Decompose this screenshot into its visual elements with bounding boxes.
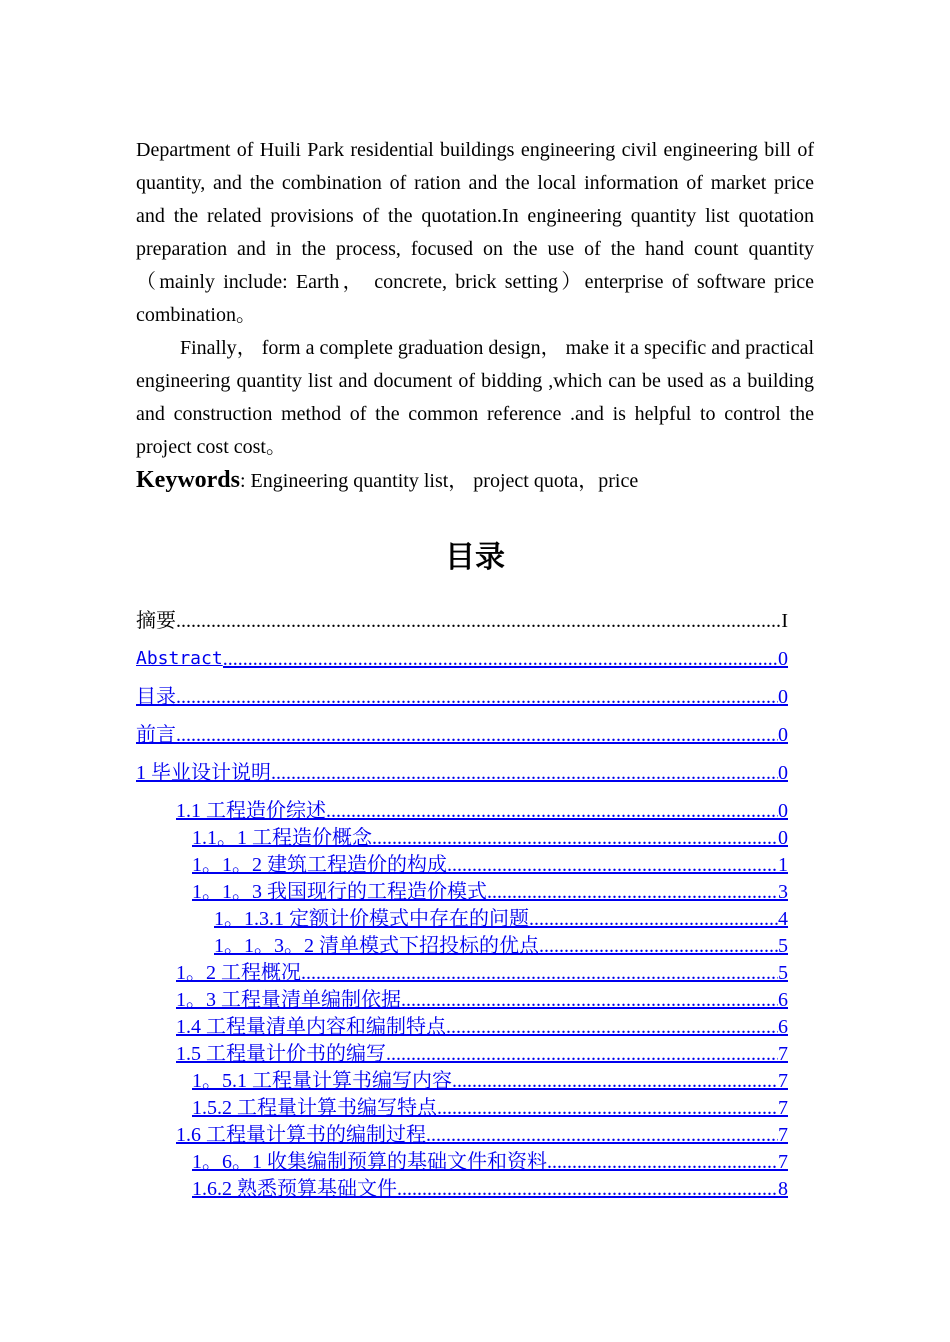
- toc-entry-page[interactable]: 7: [778, 1151, 788, 1173]
- toc-link-1-1-3-2[interactable]: [214, 933, 788, 959]
- toc-leader: [301, 960, 778, 986]
- toc-link-chapter-1[interactable]: [136, 759, 788, 787]
- toc-leader: [176, 721, 778, 749]
- toc-leader: [397, 1176, 778, 1202]
- toc-entry-page[interactable]: 0: [778, 648, 788, 670]
- toc-link-abstract[interactable]: [136, 645, 788, 673]
- abstract-paragraph-1: Department of Huili Park residential buildings engineering civil engineering bill of quantity, and the combination of ration and the local information of market price and the related provisions of the quotation.In engineering quantity list quotation preparation and in the process, focused on the use of the hand count quantity （mainly include: Earth， concrete, brick setting）enterprise of software price combination。: [136, 139, 814, 326]
- toc-leader: [452, 1068, 778, 1094]
- toc-entry-page[interactable]: 8: [778, 1178, 788, 1200]
- toc-entry-text[interactable]: 1 毕业设计说明: [136, 762, 271, 784]
- toc-leader: [447, 852, 778, 878]
- toc-entry-page[interactable]: 6: [778, 1016, 788, 1038]
- toc-entry-page[interactable]: 0: [778, 827, 788, 849]
- toc-link-1-4[interactable]: [176, 1014, 788, 1040]
- toc-entry-text[interactable]: 1.6 工程量计算书的编制过程: [176, 1124, 426, 1146]
- toc-entry-page[interactable]: 0: [778, 686, 788, 708]
- toc-link-1-6-1[interactable]: [192, 1149, 788, 1175]
- toc-leader: [539, 933, 778, 959]
- toc-entry-text[interactable]: 1。5.1 工程量计算书编写内容: [192, 1070, 452, 1092]
- toc-entry-text[interactable]: 1.4 工程量清单内容和编制特点: [176, 1016, 446, 1038]
- toc-entry-page[interactable]: 6: [778, 989, 788, 1011]
- toc-entry-page[interactable]: 0: [778, 800, 788, 822]
- toc-entry-abstract-cn: [136, 607, 788, 635]
- toc-link-1-1[interactable]: [176, 798, 788, 824]
- toc-entry-text[interactable]: 1.6.2 熟悉预算基础文件: [192, 1178, 397, 1200]
- keywords-text: : Engineering quantity list， project quota，price: [240, 470, 639, 492]
- toc-leader: [386, 1041, 778, 1067]
- toc-leader: [176, 607, 781, 635]
- toc-leader: [437, 1095, 778, 1121]
- toc-leader: [176, 683, 778, 711]
- toc-entry-text[interactable]: 1。6。1 收集编制预算的基础文件和资料: [192, 1151, 547, 1173]
- toc-entry-text[interactable]: 1.1 工程造价综述: [176, 800, 326, 822]
- toc-entry-text[interactable]: 1。2 工程概况: [176, 962, 301, 984]
- toc-entry-page[interactable]: 5: [778, 962, 788, 984]
- toc-entry-text[interactable]: 1。1。3。2 清单模式下招投标的优点: [214, 935, 539, 957]
- toc-entry-text[interactable]: 1。3 工程量清单编制依据: [176, 989, 401, 1011]
- toc-leader: [426, 1122, 778, 1148]
- toc-leader: [223, 645, 778, 673]
- toc-leader: [271, 759, 778, 787]
- toc-leader: [446, 1014, 778, 1040]
- abstract-section: [136, 134, 814, 498]
- toc-link-1-3[interactable]: [176, 987, 788, 1013]
- toc-leader: [372, 825, 778, 851]
- toc-entry-text[interactable]: 1.5.2 工程量计算书编写特点: [192, 1097, 437, 1119]
- toc-entry-page[interactable]: 1: [778, 854, 788, 876]
- toc-title: 目录: [445, 540, 505, 575]
- toc-link-1-1-2[interactable]: [192, 852, 788, 878]
- toc-entry-text[interactable]: 1。1。3 我国现行的工程造价模式: [192, 881, 487, 903]
- toc-link-1-5-2[interactable]: [192, 1095, 788, 1121]
- toc-leader: [547, 1149, 778, 1175]
- toc-link-preface[interactable]: [136, 721, 788, 749]
- toc-leader: [487, 879, 778, 905]
- toc-link-1-1-3[interactable]: [192, 879, 788, 905]
- toc-link-1-1-1[interactable]: [192, 825, 788, 851]
- toc-entry-page[interactable]: 7: [778, 1070, 788, 1092]
- toc-link-1-6[interactable]: [176, 1122, 788, 1148]
- toc-entry-page[interactable]: 7: [778, 1124, 788, 1146]
- toc-leader: [326, 798, 778, 824]
- keywords-line: [136, 464, 814, 498]
- toc-entry-text[interactable]: 目录: [136, 686, 176, 708]
- abstract-paragraph-2: Finally， form a complete graduation design， make it a specific and practical engineering quantity list and document of bidding ,which can be used as a building and construction method of the common reference .and is helpful to control the project cost cost。: [136, 337, 814, 458]
- toc-entry-page[interactable]: 5: [778, 935, 788, 957]
- toc-entry-page[interactable]: 4: [778, 908, 788, 930]
- toc-entry-page[interactable]: 0: [778, 724, 788, 746]
- toc-entry-text[interactable]: 前言: [136, 724, 176, 746]
- toc-link-1-6-2[interactable]: [192, 1176, 788, 1202]
- toc-link-contents[interactable]: [136, 683, 788, 711]
- toc-link-1-5-1[interactable]: [192, 1068, 788, 1094]
- toc-leader: [401, 987, 778, 1013]
- toc-entry-page[interactable]: 7: [778, 1043, 788, 1065]
- toc-link-1-1-3-1[interactable]: [214, 906, 788, 932]
- toc-entry-text[interactable]: 1.5 工程量计价书的编写: [176, 1043, 386, 1065]
- toc-entry-page[interactable]: 0: [778, 762, 788, 784]
- toc-link-1-5[interactable]: [176, 1041, 788, 1067]
- toc-entry-text[interactable]: 1。1。2 建筑工程造价的构成: [192, 854, 447, 876]
- toc-entry-page: I: [781, 610, 788, 632]
- toc-entry-page[interactable]: 7: [778, 1097, 788, 1119]
- toc-entry-text[interactable]: Abstract: [136, 648, 223, 669]
- toc-link-1-2[interactable]: [176, 960, 788, 986]
- toc-entry-text[interactable]: 1.1。1 工程造价概念: [192, 827, 372, 849]
- toc-entry-text: 摘要: [136, 610, 176, 632]
- toc-entry-text[interactable]: 1。1.3.1 定额计价模式中存在的问题: [214, 908, 529, 930]
- toc-leader: [529, 906, 778, 932]
- keywords-label: Keywords: [136, 467, 240, 493]
- toc-entry-page[interactable]: 3: [778, 881, 788, 903]
